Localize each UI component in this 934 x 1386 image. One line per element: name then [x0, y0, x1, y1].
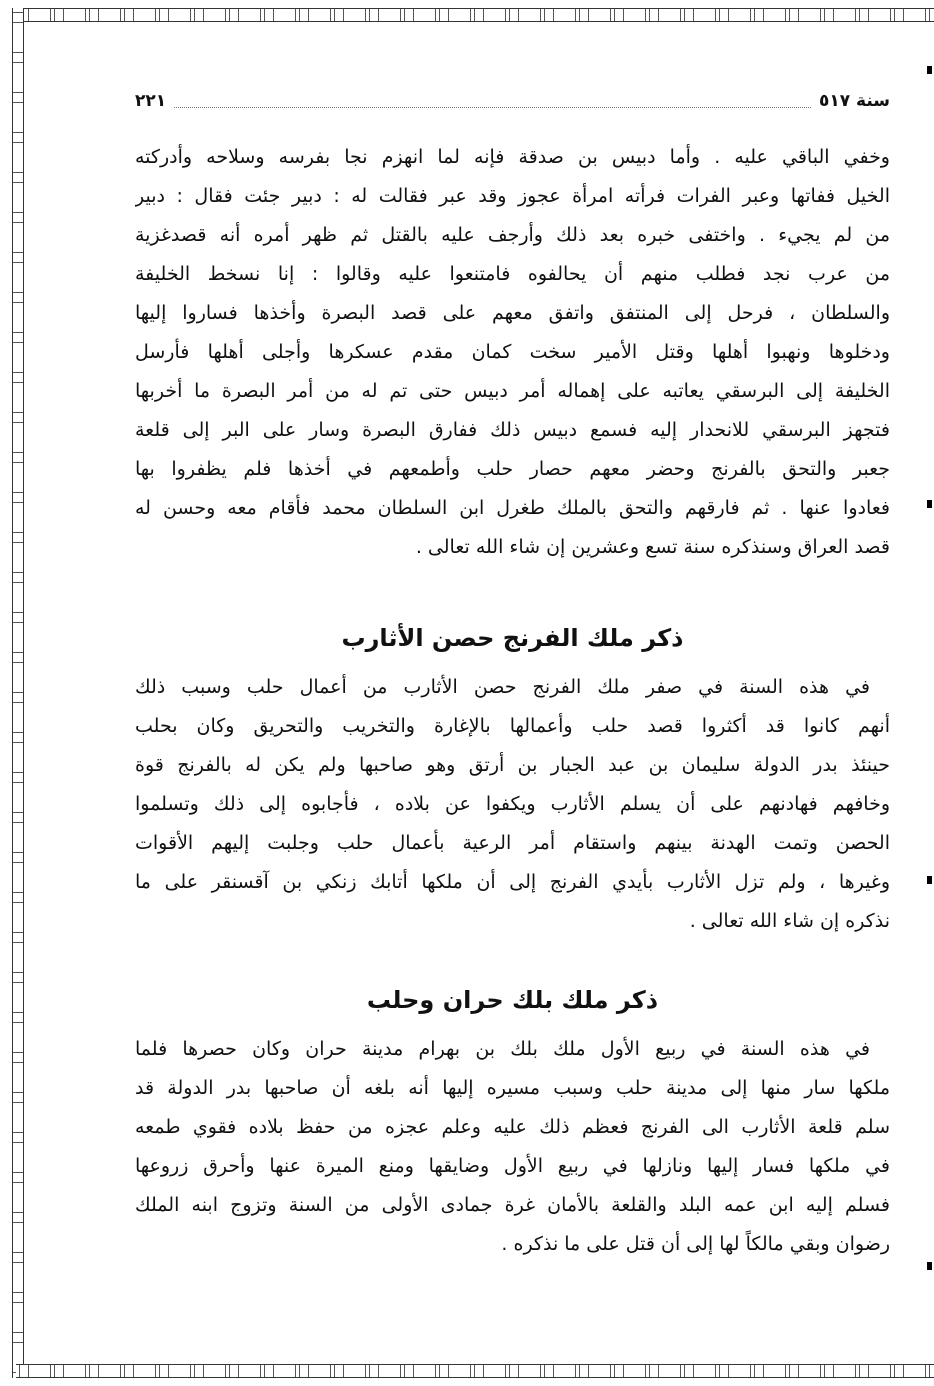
running-header: [135, 88, 890, 114]
text-line: سلم قلعة الأثارب الى الفرنج فعظم ذلك عليه وعلم عجزه من حفظ بلاده فقوي طمعه: [135, 1116, 890, 1138]
paragraph-2: [135, 668, 890, 941]
year-label: سنة ٥١٧: [818, 91, 890, 111]
text-line: ودخلوها ونهبوا أهلها وقتل الأمير سخت كمان مقدم عسكرها وأجلى أهلها فأرسل: [135, 341, 890, 363]
paragraph-3: [135, 1030, 890, 1264]
scan-mark: [927, 876, 932, 884]
text-line: وغيرها ، ولم تزل الأثارب بأيدي الفرنج إلى أن ملكها أتابك زنكي بن آقسنقر على ما: [135, 871, 890, 893]
text-line: في هذه السنة في صفر ملك الفرنج حصن الأثارب من أعمال حلب وسبب ذلك: [135, 676, 870, 698]
section-heading-harran-aleppo: ذكر ملك بلك حران وحلب: [366, 986, 659, 1014]
text-line: من لم يجيء . واختفى خبره بعد ذلك وأرجف عليه بالقتل ثم ظهر أمره أنه قصدغزية: [135, 224, 890, 246]
scan-mark: [927, 500, 932, 508]
section-heading-atharib: ذكر ملك الفرنج حصن الأثارب: [341, 624, 684, 652]
text-line: وخافهم فهادنهم على أن يسلم الأثارب ويكفوا عن بلاده ، فأجابوه إلى ذلك وتسلموا: [135, 793, 890, 815]
text-line: في ملكها فسار إليها ونازلها في ربيع الأول وضايقها ومنع الميرة عنها وأحرق زروعها: [135, 1155, 890, 1177]
text-line: قصد العراق وسنذكره سنة تسع وعشرين إن شاء الله تعالى .: [415, 536, 890, 558]
text-line: في هذه السنة في ربيع الأول ملك بلك بن بهرام مدينة حران وكان حصرها فلما: [135, 1038, 870, 1060]
text-line: من عرب نجد فطلب منهم أن يحالفوه فامتنعوا عليه وقالوا : إنا نسخط الخليفة: [135, 263, 890, 285]
text-line: الخليفة إلى البرسقي يعاتبه على إهماله أمر دبيس حتى تم له من أمر البصرة ما أخربها: [135, 380, 890, 402]
scan-mark: [927, 1262, 932, 1270]
text-line: رضوان وبقي مالكاً لها إلى أن قتل على ما نذكره .: [501, 1233, 890, 1255]
text-line: وخفي الباقي عليه . وأما دبيس بن صدقة فإنه لما انهزم نجا بفرسه وسلاحه وأدركته: [135, 146, 890, 168]
text-line: فتجهز البرسقي للانحدار إليه فسمع دبيس ذلك ففارق البصرة وسار على البر إلى قلعة: [135, 419, 890, 441]
text-line: نذكره إن شاء الله تعالى .: [689, 910, 890, 932]
text-line: جعبر والتحق بالفرنج وحضر معهم حصار حلب وأطمعهم في أخذها فلم يظفروا بها: [135, 458, 890, 480]
text-line: أنهم كانوا قد أكثروا قصد حلب وأعمالها بالإغارة والتخريب والتحريق وكان بحلب: [135, 715, 890, 737]
text-line: ملكها سار منها إلى مدينة حلب وسبب مسيره إليها أنه بلغه أن صاحبها بدر الدولة قد: [135, 1077, 890, 1099]
decorative-border-top: [16, 8, 934, 22]
text-line: الحصن وتمت الهدنة بينهم واستقام أمر الرعية بأعمال حلب وجلبت إليهم الأقوات: [135, 832, 890, 854]
paragraph-1: [135, 138, 890, 567]
decorative-border-left: [12, 8, 24, 1378]
text-line: فعادوا عنها . ثم فارقهم والتحق بالملك طغرل ابن السلطان محمد فأقام معه وحسن له: [135, 497, 890, 519]
decorative-border-bottom: [16, 1364, 934, 1378]
text-line: والسلطان ، فرحل إلى المنتفق واتفق معهم على قصد البصرة وأخذها فساروا إليها: [135, 302, 890, 324]
scan-mark: [927, 66, 932, 74]
text-line: حينئذ بدر الدولة سليمان بن عبد الجبار بن أرتق وهو صاحبها ولم يكن له بالفرنج قوة: [135, 754, 890, 776]
page-number: ٢٢١: [135, 91, 167, 111]
text-line: فسلم إليه ابن عمه البلد والقلعة بالأمان غرة جمادى الأولى من السنة وتزوج ابنه الملك: [135, 1194, 890, 1216]
leader-dots: [174, 95, 811, 108]
text-line: الخيل ففاتها وعبر الفرات فرأته امرأة عجوز وقد عبر فقالت له : دبير جئت فقال : دبير: [135, 185, 890, 207]
